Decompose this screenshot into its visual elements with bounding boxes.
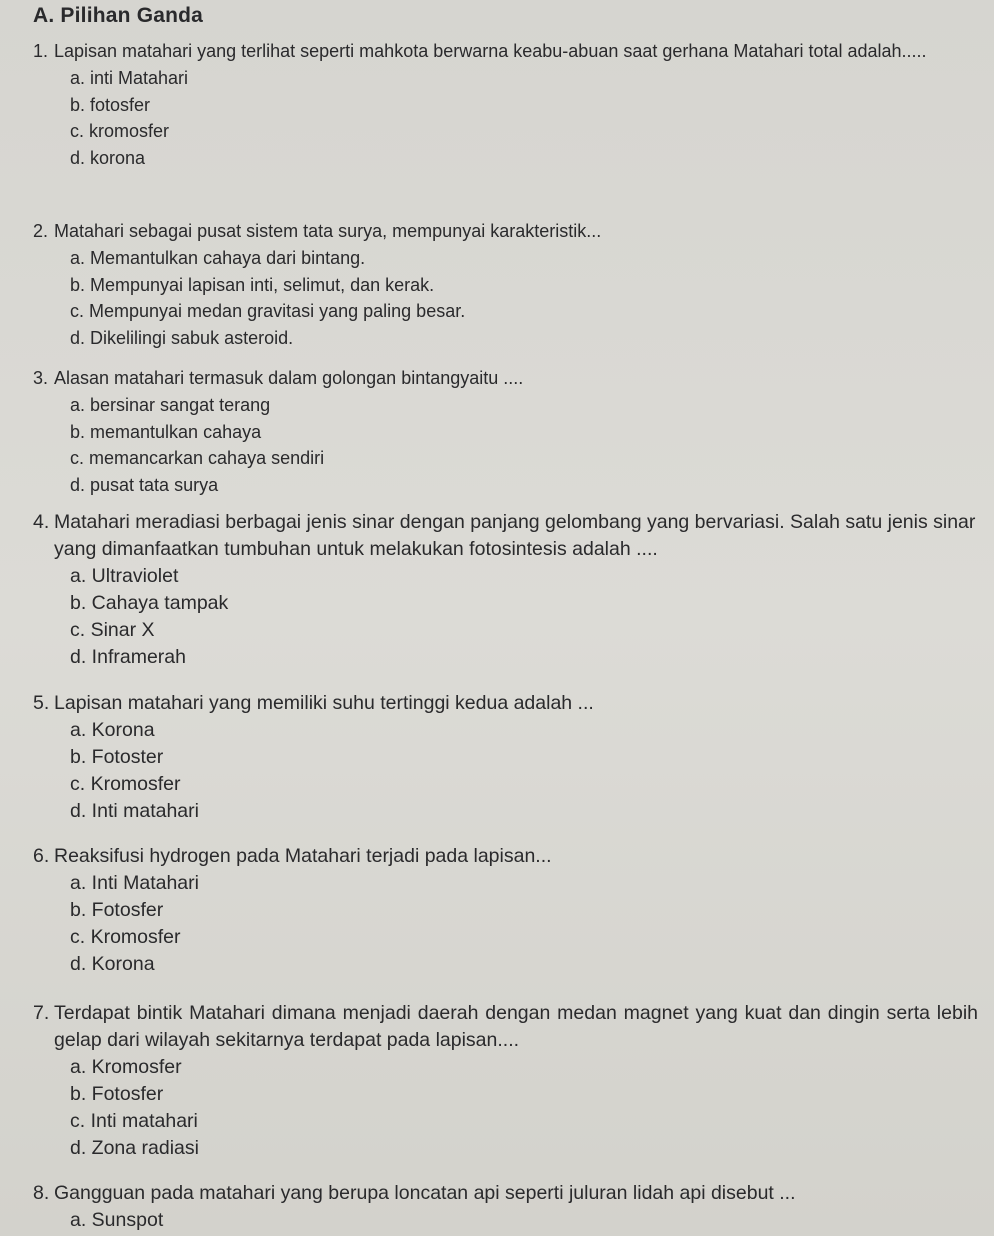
- question-7: [33, 1000, 978, 1162]
- option-b: b. fotosfer: [70, 94, 151, 115]
- option-d: d. Inti matahari: [70, 800, 199, 822]
- option-c: c. Kromosfer: [70, 773, 181, 795]
- question-text: Alasan matahari termasuk dalam golongan bintangyaitu ....: [54, 368, 524, 388]
- option-list: [33, 563, 978, 671]
- option-c: c. Kromosfer: [70, 926, 181, 948]
- question-text: Lapisan matahari yang terlihat seperti mahkota berwarna keabu-abuan saat gerhana Matahari total adalah.....: [54, 41, 927, 61]
- option-c: c. kromosfer: [70, 121, 170, 141]
- question-number: 4.: [33, 511, 50, 533]
- question-4: [33, 509, 978, 671]
- question-stem: [33, 1000, 978, 1054]
- option-d: d. korona: [70, 147, 146, 168]
- question-stem: [33, 38, 978, 65]
- option-b: b. Fotoster: [70, 746, 164, 768]
- question-text: Lapisan matahari yang memiliki suhu tertinggi kedua adalah ...: [54, 692, 594, 714]
- question-stem: [33, 1180, 978, 1207]
- question-stem: [33, 365, 978, 392]
- question-6: [33, 843, 978, 978]
- option-a: a. Memantulkan cahaya dari bintang.: [70, 248, 366, 268]
- option-d: d. Inframerah: [70, 646, 186, 668]
- question-stem: [33, 218, 978, 245]
- question-2: [33, 218, 978, 351]
- question-number: 2.: [33, 221, 49, 241]
- option-list: [33, 245, 978, 351]
- question-5: [33, 690, 978, 825]
- section-title: A. Pilihan Ganda: [33, 4, 204, 27]
- question-text: Matahari sebagai pusat sistem tata surya, mempunyai karakteristik...: [54, 221, 602, 241]
- option-a: a. bersinar sangat terang: [70, 395, 271, 415]
- option-c: c. Inti matahari: [70, 1110, 198, 1132]
- question-stem: [33, 509, 978, 563]
- question-number: 3.: [33, 368, 49, 388]
- question-8: [33, 1180, 978, 1234]
- option-list: [33, 717, 978, 825]
- option-b: b. Mempunyai lapisan inti, selimut, dan kerak.: [70, 274, 435, 295]
- question-1: [33, 38, 978, 171]
- option-a: a. Ultraviolet: [70, 565, 179, 587]
- question-text: Reaksifusi hydrogen pada Matahari terjadi pada lapisan...: [54, 845, 552, 867]
- option-d: d. Zona radiasi: [70, 1137, 199, 1159]
- option-a: a. Sunspot: [70, 1209, 164, 1231]
- question-3: [33, 365, 978, 498]
- option-b: b. Fotosfer: [70, 899, 164, 921]
- option-list: [33, 392, 978, 498]
- option-b: b. memantulkan cahaya: [70, 421, 262, 442]
- question-number: 1.: [33, 41, 49, 61]
- option-b: b. Fotosfer: [70, 1083, 164, 1105]
- option-d: d. Korona: [70, 953, 155, 975]
- option-list: [33, 1054, 978, 1162]
- question-number: 7.: [33, 1002, 50, 1024]
- question-text: Gangguan pada matahari yang berupa loncatan api seperti juluran lidah api disebut ...: [54, 1182, 796, 1204]
- option-list: [33, 1207, 978, 1234]
- option-a: a. inti Matahari: [70, 68, 189, 88]
- question-stem: [33, 690, 978, 717]
- option-b: b. Cahaya tampak: [70, 592, 229, 614]
- question-number: 5.: [33, 692, 50, 714]
- option-c: c. Mempunyai medan gravitasi yang paling besar.: [70, 301, 466, 321]
- option-d: d. pusat tata surya: [70, 474, 219, 495]
- question-stem: [33, 843, 978, 870]
- option-c: c. memancarkan cahaya sendiri: [70, 448, 325, 468]
- question-number: 6.: [33, 845, 50, 867]
- option-c: c. Sinar X: [70, 619, 155, 641]
- option-a: a. Inti Matahari: [70, 872, 199, 894]
- option-a: a. Korona: [70, 719, 155, 741]
- option-list: [33, 65, 978, 171]
- option-a: a. Kromosfer: [70, 1056, 182, 1078]
- question-text: Terdapat bintik Matahari dimana menjadi daerah dengan medan magnet yang kuat dan dingin serta lebih gelap dari wilayah sekitarnya terdapat pada lapisan....: [54, 1002, 978, 1051]
- option-list: [33, 870, 978, 978]
- question-text: Matahari meradiasi berbagai jenis sinar dengan panjang gelombang yang bervariasi. Salah satu jenis sinar yang dimanfaatkan tumbuhan untuk melakukan fotosintesis adalah ....: [54, 511, 976, 560]
- question-number: 8.: [33, 1182, 50, 1204]
- option-d: d. Dikelilingi sabuk asteroid.: [70, 327, 294, 348]
